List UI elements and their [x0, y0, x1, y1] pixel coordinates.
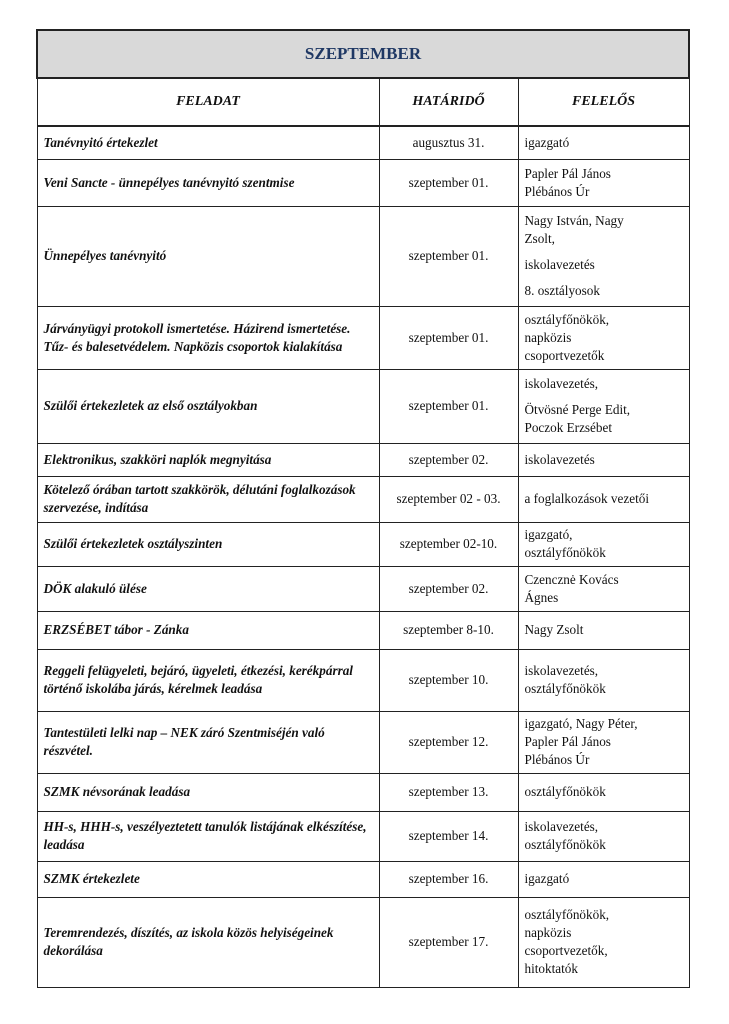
- deadline-cell: szeptember 02.: [379, 566, 518, 611]
- task-cell: Szülői értekezletek osztályszinten: [37, 522, 379, 566]
- responsible-cell: [518, 611, 689, 649]
- task-cell: Reggeli felügyeleti, bejáró, ügyeleti, étkezési, kerékpárral történő iskolába járás, kérelmek leadása: [37, 649, 379, 711]
- responsible-cell: [518, 206, 689, 306]
- responsible-line: napközis: [524, 925, 572, 940]
- responsible-cell: [518, 126, 689, 159]
- table-row: [37, 649, 689, 711]
- task-cell: HH-s, HHH-s, veszélyeztetett tanulók listájának elkészítése, leadása: [37, 811, 379, 861]
- table-row: [37, 206, 689, 306]
- table-row: [37, 159, 689, 206]
- header-deadline: HATÁRIDŐ: [379, 78, 518, 126]
- responsible-cell: [518, 369, 689, 443]
- responsible-cell: [518, 443, 689, 476]
- responsible-line: osztályfőnökök: [524, 837, 606, 852]
- task-cell: Szülői értekezletek az első osztályokban: [37, 369, 379, 443]
- responsible-line: napközis: [524, 329, 572, 345]
- task-cell: Ünnepélyes tanévnyitó: [37, 206, 379, 306]
- responsible-line: iskolavezetés,: [524, 819, 599, 834]
- responsible-line: osztályfőnökök: [524, 681, 606, 696]
- deadline-cell: szeptember 8-10.: [379, 611, 518, 649]
- responsible-cell: [518, 811, 689, 861]
- task-cell: Kötelező órában tartott szakkörök, délutáni foglalkozások szervezése, indítása: [37, 476, 379, 522]
- header-row: [37, 78, 689, 126]
- responsible-cell: [518, 861, 689, 897]
- responsible-cell: [518, 306, 689, 369]
- responsible-cell: [518, 773, 689, 811]
- task-cell: SZMK értekezlete: [37, 861, 379, 897]
- table-row: [37, 711, 689, 773]
- responsible-line: iskolavezetés: [524, 451, 595, 467]
- responsible-line: Ötvösné Perge Edit,: [524, 402, 631, 417]
- responsible-cell: [518, 566, 689, 611]
- responsible-line: Plébános Úr: [524, 183, 590, 199]
- responsible-line: a foglalkozások vezetői: [524, 491, 649, 506]
- table-row: [37, 522, 689, 566]
- responsible-line: Czencznė Kovács: [524, 571, 619, 587]
- deadline-cell: szeptember 14.: [379, 811, 518, 861]
- responsible-line: Poczok Erzsébet: [524, 420, 613, 435]
- deadline-cell: szeptember 01.: [379, 206, 518, 306]
- table-row: [37, 476, 689, 522]
- responsible-line: igazgató: [524, 134, 570, 150]
- table-row: [37, 861, 689, 897]
- table-row: [37, 611, 689, 649]
- responsible-line: csoportvezetők,: [524, 943, 608, 958]
- task-cell: Veni Sancte - ünnepélyes tanévnyitó szentmise: [37, 159, 379, 206]
- task-cell: SZMK névsorának leadása: [37, 773, 379, 811]
- responsible-line: Nagy Zsolt: [524, 622, 584, 637]
- responsible-line: Nagy István, Nagy: [524, 213, 624, 228]
- task-cell: ERZSÉBET tábor - Zánka: [37, 611, 379, 649]
- responsible-line: Papler Pál János: [524, 165, 611, 181]
- responsible-cell: [518, 159, 689, 206]
- responsible-cell: [518, 476, 689, 522]
- deadline-cell: szeptember 02-10.: [379, 522, 518, 566]
- header-task: FELADAT: [37, 78, 379, 126]
- responsible-line: Plébános Úr: [524, 752, 590, 767]
- deadline-cell: augusztus 31.: [379, 126, 518, 159]
- header-responsible: FELELŐS: [518, 78, 689, 126]
- schedule-table: [36, 29, 690, 988]
- responsible-line: osztályfőnökök: [524, 784, 606, 799]
- responsible-line: iskolavezetés: [524, 257, 595, 272]
- deadline-cell: szeptember 01.: [379, 369, 518, 443]
- deadline-cell: szeptember 17.: [379, 897, 518, 987]
- responsible-cell: [518, 711, 689, 773]
- responsible-line: 8. osztályosok: [524, 283, 600, 298]
- task-cell: Elektronikus, szakköri naplók megnyitása: [37, 443, 379, 476]
- deadline-cell: szeptember 16.: [379, 861, 518, 897]
- task-cell: Járványügyi protokoll ismertetése. Házirend ismertetése. Tűz- és balesetvédelem. Napközis csoportok kialakítása: [37, 306, 379, 369]
- responsible-cell: [518, 649, 689, 711]
- task-cell: Teremrendezés, díszítés, az iskola közös helyiségeinek dekorálása: [37, 897, 379, 987]
- deadline-cell: szeptember 02 - 03.: [379, 476, 518, 522]
- responsible-line: osztályfőnökök: [524, 545, 606, 560]
- responsible-line: igazgató, Nagy Péter,: [524, 716, 638, 731]
- deadline-cell: szeptember 02.: [379, 443, 518, 476]
- task-cell: Tanévnyitó értekezlet: [37, 126, 379, 159]
- responsible-line: csoportvezetők: [524, 347, 605, 363]
- deadline-cell: szeptember 13.: [379, 773, 518, 811]
- responsible-line: osztályfőnökök,: [524, 311, 610, 327]
- deadline-cell: szeptember 01.: [379, 159, 518, 206]
- table-row: [37, 369, 689, 443]
- responsible-line: iskolavezetés,: [524, 376, 599, 391]
- title-row: [37, 30, 689, 78]
- responsible-line: osztályfőnökök,: [524, 907, 610, 922]
- table-row: [37, 443, 689, 476]
- table-row: [37, 811, 689, 861]
- responsible-cell: [518, 522, 689, 566]
- deadline-cell: szeptember 12.: [379, 711, 518, 773]
- responsible-line: igazgató: [524, 871, 570, 886]
- table-row: [37, 773, 689, 811]
- responsible-line: igazgató,: [524, 527, 573, 542]
- task-cell: Tantestületi lelki nap – NEK záró Szentmiséjén való részvétel.: [37, 711, 379, 773]
- deadline-cell: szeptember 01.: [379, 306, 518, 369]
- table-row: [37, 306, 689, 369]
- responsible-line: hitoktatók: [524, 961, 578, 976]
- task-cell: DÖK alakuló ülése: [37, 566, 379, 611]
- table-row: [37, 126, 689, 159]
- responsible-cell: [518, 897, 689, 987]
- table-row: [37, 566, 689, 611]
- deadline-cell: szeptember 10.: [379, 649, 518, 711]
- month-title: SZEPTEMBER: [37, 30, 689, 78]
- table-row: [37, 897, 689, 987]
- responsible-line: Ágnes: [524, 589, 559, 605]
- responsible-line: Papler Pál János: [524, 734, 611, 749]
- responsible-line: iskolavezetés,: [524, 663, 599, 678]
- responsible-line: Zsolt,: [524, 231, 555, 246]
